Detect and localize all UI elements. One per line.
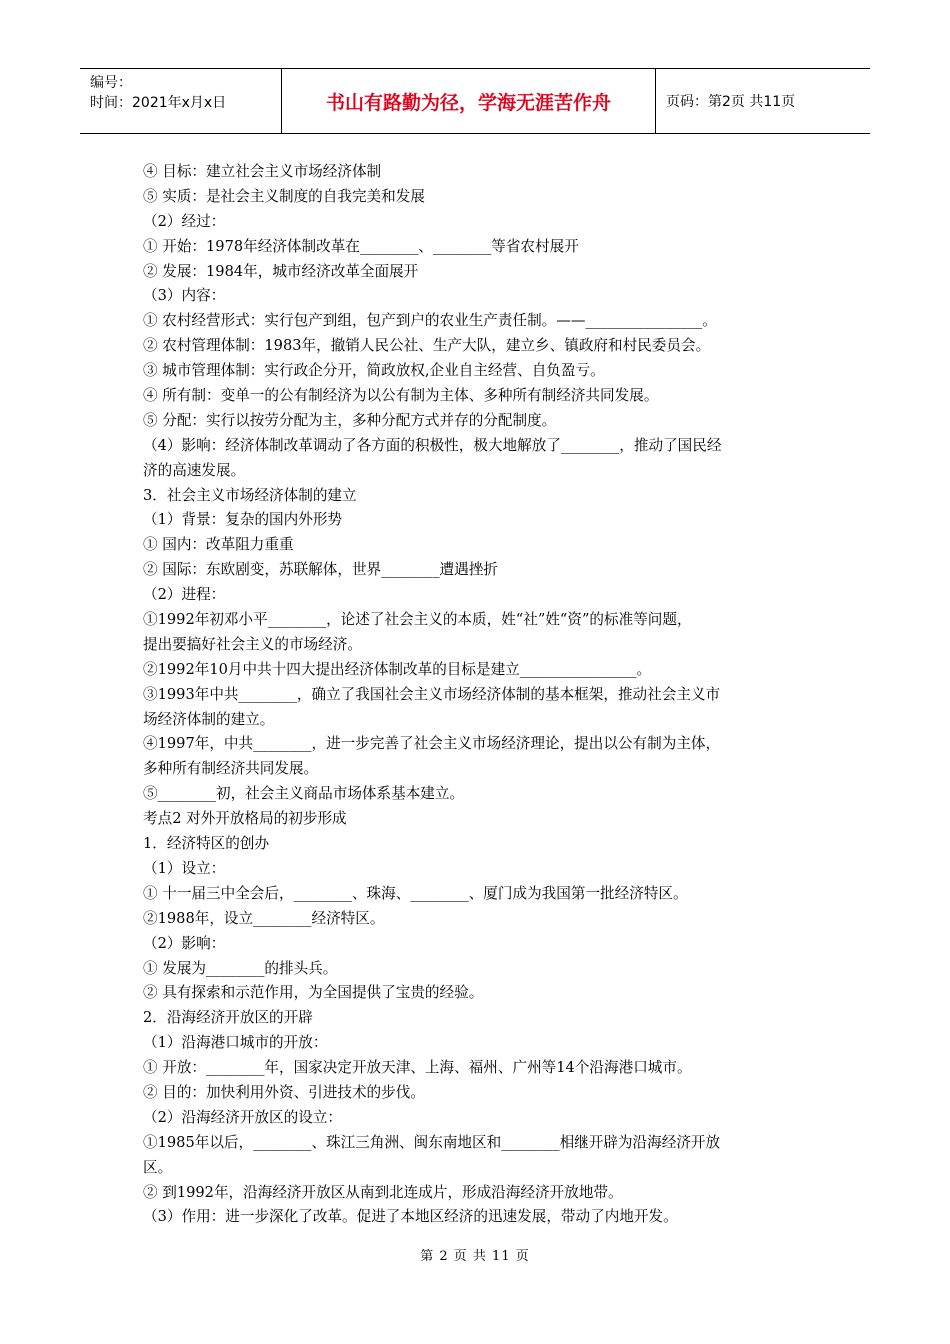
text-line: 多种所有制经济共同发展。 <box>143 760 319 778</box>
text-line: ⑤ 分配：实行以按劳分配为主，多种分配方式并存的分配制度。 <box>143 411 557 429</box>
text-line: （4）影响：经济体制改革调动了各方面的积极性，极大地解放了________，推动了国民经 <box>143 436 722 454</box>
text-line: ① 农村经营形式：实行包产到组，包产到户的农业生产责任制。——________________。 <box>143 312 717 330</box>
header-meta <box>80 69 282 133</box>
header-page-label: 页码：第2页 共11页 <box>666 94 796 110</box>
text-line: 3．社会主义市场经济体制的建立 <box>143 486 357 504</box>
text-line: 场经济体制的建立。 <box>143 710 275 728</box>
text-line: （2）经过： <box>143 212 226 230</box>
text-line: ② 具有探索和示范作用，为全国提供了宝贵的经验。 <box>143 984 484 1002</box>
text-line: （3）内容： <box>143 287 226 305</box>
text-line: 济的高速发展。 <box>143 461 246 479</box>
text-line: ① 开始：1978年经济体制改革在________、________等省农村展开 <box>143 237 579 255</box>
text-line: 区。 <box>143 1158 173 1176</box>
text-line: ② 目的：加快利用外资、引进技术的步伐。 <box>143 1083 425 1101</box>
text-line: ① 开放：________年，国家决定开放天津、上海、福州、广州等14个沿海港口城市。 <box>143 1059 692 1077</box>
text-line: 提出要搞好社会主义的市场经济。 <box>143 635 362 653</box>
text-line: （1）背景：复杂的国内外形势 <box>143 511 343 529</box>
text-line: ② 国际：东欧剧变，苏联解体，世界________遭遇挫折 <box>143 561 498 579</box>
text-line: 2．沿海经济开放区的开辟 <box>143 1009 313 1027</box>
document-number-label: 编号： <box>90 75 132 91</box>
text-line: 1．经济特区的创办 <box>143 835 270 853</box>
document-date-label: 时间：2021年x月x日 <box>90 95 227 111</box>
text-line: ④ 目标：建立社会主义市场经济体制 <box>143 163 382 180</box>
text-line: ①1992年初邓小平________，论述了社会主义的本质，姓“社”姓“资”的标准等问题， <box>143 611 692 629</box>
text-line: （1）沿海港口城市的开放： <box>143 1034 328 1052</box>
text-line: （3）作用：进一步深化了改革。促进了本地区经济的迅速发展，带动了内地开发。 <box>143 1208 678 1226</box>
page-header <box>80 68 870 134</box>
text-line: ① 十一届三中全会后，________、珠海、________、厦门成为我国第一批经济特区。 <box>143 884 688 902</box>
text-line: （2）影响： <box>143 934 226 952</box>
text-line: （1）设立： <box>143 859 226 877</box>
header-motto: 书山有路勤为径，学海无涯苦作舟 <box>325 91 611 114</box>
header-motto-cell <box>282 69 656 133</box>
text-line: ② 发展：1984年，城市经济改革全面展开 <box>143 262 419 280</box>
text-line: ⑤________初，社会主义商品市场体系基本建立。 <box>143 785 465 803</box>
text-line: ③1993年中共________，确立了我国社会主义市场经济体制的基本框架，推动社会主义市 <box>143 685 721 703</box>
text-line: ④1997年，中共________，进一步完善了社会主义市场经济理论，提出以公有制为主体， <box>143 735 721 753</box>
text-line: ② 农村管理体制：1983年，撤销人民公社、生产大队，建立乡、镇政府和村民委员会。 <box>143 337 711 355</box>
text-line: ②1992年10月中共十四大提出经济体制改革的目标是建立________________。 <box>143 660 652 678</box>
header-page-cell <box>656 69 870 133</box>
text-line: ① 国内：改革阻力重重 <box>143 536 294 554</box>
page-footer: 第 2 页 共 11 页 <box>420 1249 530 1264</box>
text-line: ③ 城市管理体制：实行政企分开，简政放权,企业自主经营、自负盈亏。 <box>143 362 605 380</box>
document-body <box>143 160 815 1230</box>
text-line: ⑤ 实质：是社会主义制度的自我完美和发展 <box>143 187 425 205</box>
text-line: 考点2 对外开放格局的初步形成 <box>143 810 347 828</box>
text-line: （2）进程： <box>143 586 226 604</box>
text-line: ④ 所有制：变单一的公有制经济为以公有制为主体、多种所有制经济共同发展。 <box>143 387 659 405</box>
text-line: ② 到1992年，沿海经济开放区从南到北连成片，形成沿海经济开放地带。 <box>143 1183 623 1201</box>
text-line: ① 发展为________的排头兵。 <box>143 959 338 977</box>
text-line: （2）沿海经济开放区的设立： <box>143 1108 343 1126</box>
text-line: ②1988年，设立________经济特区。 <box>143 909 385 927</box>
text-line: ①1985年以后，________、珠江三角洲、闽东南地区和________相继开辟为沿海经济开放 <box>143 1133 721 1151</box>
